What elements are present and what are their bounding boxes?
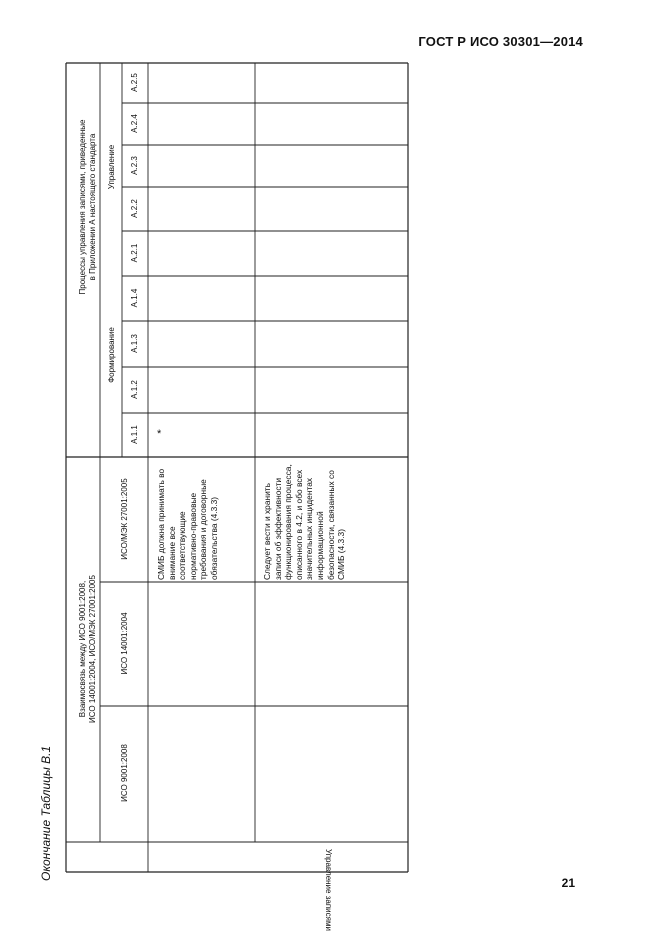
code-a25: А.2.5 [130,73,139,92]
col-header-iso9001: ИСО 9001:2008 [120,744,129,802]
code-a13: А.1.3 [130,334,139,353]
standard-id: ГОСТ Р ИСО 30301—2014 [418,34,583,49]
code-a24: А.2.4 [130,114,139,133]
processes-header-line2: в Приложении А настоящего стандарта [88,133,97,281]
col-header-iso14001: ИСО 14001:2004 [120,612,129,675]
relation-header-line1: Взаимосвязь между ИСО 9001:2008, [78,580,87,718]
code-a11: А.1.1 [130,425,139,444]
page-number: 21 [561,876,575,890]
processes-header [78,57,98,357]
table-caption: Окончание Таблицы В.1 [39,745,53,881]
code-a22: А.2.2 [130,199,139,218]
row1-iec27001-text: СМИБ должна принимать во внимание все соответствующие нормативно-правовые требования и договорные обязательства (4.3.3) [156,468,219,580]
section-label: Управление записями [324,849,333,931]
code-a14: А.1.4 [130,288,139,308]
row1-mark-a11: * [157,428,162,440]
processes-header-line1: Процессы управления записями, приведенные [78,119,87,295]
relation-header-line2: ИСО 14001:2004, ИСО/МЭК 27001:2005 [88,575,97,723]
code-a12: А.1.2 [130,380,139,399]
group-formation: Формирование [107,327,116,383]
row2-iec27001-text: Следует вести и хранить записи об эффективности функционирования процесса, описанного в 4.2, и обо всех значительных инцидентах информационной безопасности, связанных со СМИБ (4.3.3) [262,464,347,580]
group-management: Управление [107,144,116,190]
code-a21: А.2.1 [130,243,139,263]
relation-header [78,458,98,840]
col-header-iec27001: ИСО/МЭК 27001:2005 [120,478,129,560]
code-a23: А.2.3 [130,156,139,175]
